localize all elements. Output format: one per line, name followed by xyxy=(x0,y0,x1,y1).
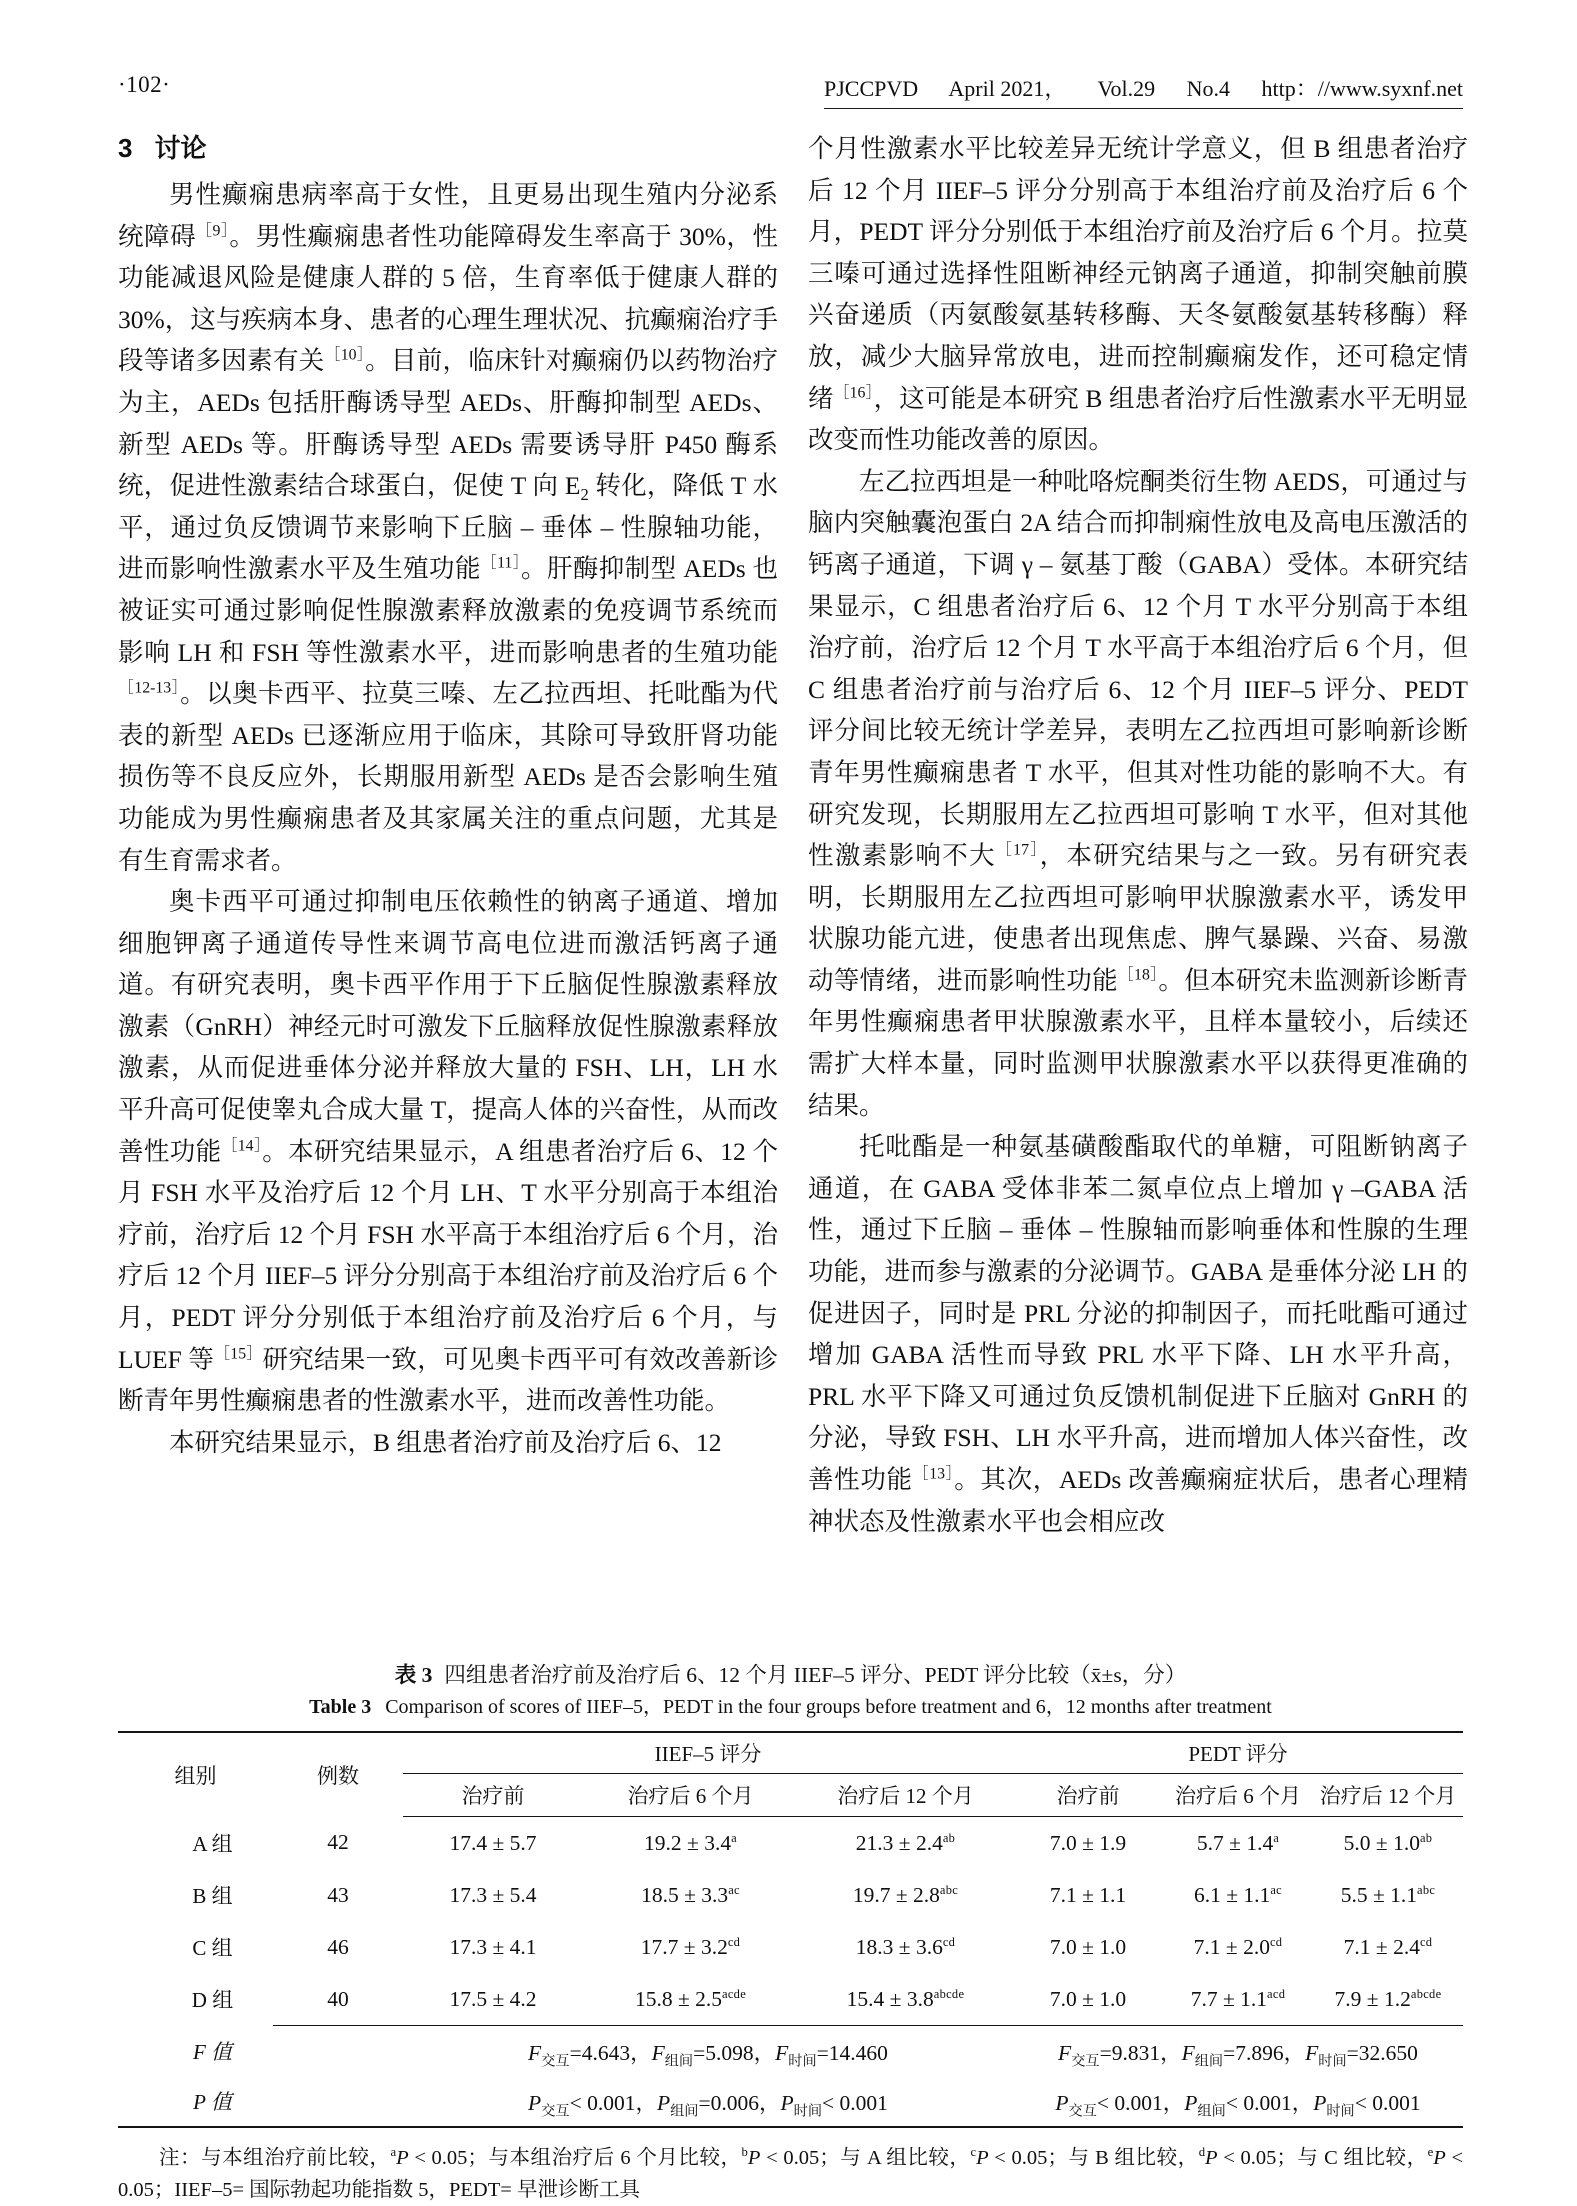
cell-pedt-12m: 7.1 ± 2.4$^{cd}$ xyxy=(1343,1934,1433,1959)
p-values-iief: $P_{交互}< 0.001$，$P_{组间}=0.006$，$P_{时间}< 0.001$ xyxy=(403,2076,1013,2127)
running-head xyxy=(118,72,1463,108)
section-title: 讨论 xyxy=(154,133,207,163)
table-caption-en-text: Comparison of scores of IIEF–5，PEDT in the four groups before treatment and 6，12 months after treatment xyxy=(385,1696,1272,1718)
p-value-row xyxy=(118,2076,1463,2127)
left-text-column xyxy=(118,128,778,1463)
cell-iief-12m: 18.3 ± 3.6$^{cd}$ xyxy=(855,1934,956,1959)
cell-pedt-6m: 7.1 ± 2.0$^{cd}$ xyxy=(1193,1934,1283,1959)
paragraph: 个月性激素水平比较差异无统计学意义，但 B 组患者治疗后 12 个月 IIEF–5 评分分别高于本组治疗前及治疗后 6 个月，PEDT 评分分别低于本组治疗前及治疗后 6 个月。拉莫三嗪可通过选择性阻断神经元钠离子通道，抑制突触前膜兴奋递质（丙氨酸氨基转移酶、天冬氨酸氨基转移酶）释放，减少大脑异常放电，进而控制癫痫发作，还可稳定情绪$^{[16]}$，这可能是本研究 B 组患者治疗后性激素水平无明显改变而性功能改善的原因。 xyxy=(808,134,1468,455)
issue-date: April 2021， xyxy=(948,76,1067,101)
cell-iief-12m: 21.3 ± 2.4$^{ab}$ xyxy=(855,1830,956,1855)
cell-pedt-6m: 5.7 ± 1.4$^a$ xyxy=(1196,1830,1280,1855)
header-pedt-12m: 治疗后 12 个月 xyxy=(1313,1774,1463,1817)
row-group-name: D 组 xyxy=(191,1988,234,2012)
cell-iief-12m: 19.7 ± 2.8$^{abc}$ xyxy=(852,1882,959,1907)
cell-iief-baseline: 17.3 ± 4.1 xyxy=(449,1934,537,1959)
journal-citation-line xyxy=(824,72,1463,109)
table-label-en: Table 3 xyxy=(309,1696,372,1718)
header-group-label: 组别 xyxy=(118,1732,273,1817)
journal-url: http：//www.syxnf.net xyxy=(1261,76,1463,101)
f-statistic-row xyxy=(118,2026,1463,2077)
cell-iief-6m: 19.2 ± 3.4$^a$ xyxy=(644,1830,737,1855)
cell-pedt-6m: 6.1 ± 1.1$^{ac}$ xyxy=(1194,1882,1282,1907)
row-group-name: B 组 xyxy=(192,1884,233,1908)
header-pedt-group: PEDT 评分 xyxy=(1013,1732,1463,1774)
header-iief-6m: 治疗后 6 个月 xyxy=(583,1774,798,1817)
table-caption-chinese xyxy=(118,1660,1463,1690)
table-3-block xyxy=(118,1660,1463,2206)
row-group-name: C 组 xyxy=(192,1936,233,1960)
table-caption-cn-text: 四组患者治疗前及治疗后 6、12 个月 IIEF–5 评分、PEDT 评分比较（x̄±s，分） xyxy=(444,1663,1187,1687)
header-n-label: 例数 xyxy=(273,1732,403,1817)
row-sample-size: 42 xyxy=(327,1830,349,1855)
cell-iief-baseline: 17.5 ± 4.2 xyxy=(449,1986,537,2011)
table-footnote: 注：与本组治疗前比较，$^a$P < 0.05；与本组治疗后 6 个月比较，$^b$P < 0.05；与 A 组比较，$^c$P < 0.05；与 B 组比较，$^d$P < 0.05；与 C 组比较，$^e$P < 0.05；IIEF–5= 国际勃起功能指数 5，PEDT= 早泄诊断工具 xyxy=(118,2145,1464,2201)
comparison-table xyxy=(118,1731,1463,2128)
table-header-row-top xyxy=(118,1732,1463,1774)
table-row xyxy=(118,1973,1463,2026)
right-text-column xyxy=(808,128,1468,1542)
cell-pedt-6m: 7.7 ± 1.1$^{acd}$ xyxy=(1190,1986,1286,2011)
cell-iief-6m: $15.8 \pm 2.5^{acde}$ xyxy=(634,1986,747,2011)
header-iief-baseline: 治疗前 xyxy=(403,1774,583,1817)
f-values-iief: $F_{交互}=4.643$，$F_{组间}=5.098$，$F_{时间}=14.460$ xyxy=(403,2026,1013,2077)
page-folio: ·102· xyxy=(118,72,171,97)
volume-number: Vol.29 xyxy=(1097,76,1156,101)
issue-number: No.4 xyxy=(1186,76,1231,101)
cell-pedt-baseline: 7.0 ± 1.0 xyxy=(1049,1934,1127,1959)
table-caption-english xyxy=(118,1692,1463,1722)
cell-iief-6m: 17.7 ± 3.2$^{cd}$ xyxy=(640,1934,741,1959)
cell-iief-6m: 18.5 ± 3.3$^{ac}$ xyxy=(641,1882,740,1907)
f-values-pedt: $F_{交互}=9.831$，$F_{组间}=7.896$，$F_{时间}=32.650$ xyxy=(1013,2026,1463,2077)
paragraph: 左乙拉西坦是一种吡咯烷酮类衍生物 AEDS，可通过与脑内突触囊泡蛋白 2A 结合而抑制痫性放电及高电压激活的钙离子通道，下调 γ – 氨基丁酸（GABA）受体。本研究结果显示，C 组患者治疗后 6、12 个月 T 水平分别高于本组治疗前，治疗后 12 个月 T 水平高于本组治疗后 6 个月，但 C 组患者治疗前与治疗后 6、12 个月 IIEF–5 评分、PEDT 评分间比较无统计学差异，表明左乙拉西坦可影响新诊断青年男性癫痫患者 T 水平，但其对性功能的影响不大。有研究发现，长期服用左乙拉西坦可影响 T 水平，但对其他性激素影响不大$^{[17]}$，本研究结果与之一致。另有研究表明，长期服用左乙拉西坦可影响甲状腺激素水平，诱发甲状腺功能亢进，使患者出现焦虑、脾气暴躁、兴奋、易激动等情绪，进而影响性功能$^{[18]}$。但本研究未监测新诊断青年男性癫痫患者甲状腺激素水平，且样本量较小，后续还需扩大样本量，同时监测甲状腺激素水平以获得更准确的结果。 xyxy=(808,466,1468,1120)
p-row-label: P 值 xyxy=(118,2076,273,2127)
header-pedt-6m: 治疗后 6 个月 xyxy=(1163,1774,1313,1817)
cell-pedt-baseline: 7.0 ± 1.0 xyxy=(1049,1986,1127,2011)
journal-abbreviation: PJCCPVD xyxy=(823,76,919,101)
row-sample-size: 40 xyxy=(327,1986,349,2011)
cell-pedt-12m: $7.9 \pm 1.2^{abcde}$ xyxy=(1334,1986,1442,2011)
table-row xyxy=(118,1869,1463,1921)
cell-pedt-12m: 5.0 ± 1.0$^{ab}$ xyxy=(1343,1830,1433,1855)
paragraph: 托吡酯是一种氨基磺酸酯取代的单糖，可阻断钠离子通道，在 GABA 受体非苯二氮卓位点上增加 γ –GABA 活性，通过下丘脑 – 垂体 – 性腺轴而影响垂体和性腺的生理功能，进而参与激素的分泌调节。GABA 是垂体分泌 LH 的促进因子，同时是 PRL 分泌的抑制因子，而托吡酯可通过增加 GABA 活性而导致 PRL 水平下降、LH 水平升高，PRL 水平下降又可通过负反馈机制促进下丘脑对 GnRH 的分泌，导致 FSH、LH 水平升高，进而增加人体兴奋性，改善性功能$^{[13]}$。其次，AEDs 改善癫痫症状后，患者心理精神状态及性激素水平也会相应改 xyxy=(808,1132,1468,1536)
header-pedt-baseline: 治疗前 xyxy=(1013,1774,1163,1817)
table-row xyxy=(118,1921,1463,1973)
paragraph: 男性癫痫患病率高于女性，且更易出现生殖内分泌系统障碍$^{[9]}$。男性癫痫患者性功能障碍发生率高于 30%，性功能减退风险是健康人群的 5 倍，生育率低于健康人群的 30%，这与疾病本身、患者的心理生理状况、抗癫痫治疗手段等诸多因素有关$^{[10]}$。目前，临床针对癫痫仍以药物治疗为主，AEDs 包括肝酶诱导型 AEDs、肝酶抑制型 AEDs、新型 AEDs 等。肝酶诱导型 AEDs 需要诱导肝 P450 酶系统，促进性激素结合球蛋白，促使 T 向 $E_2$ 转化，降低 T 水平，通过负反馈调节来影响下丘脑 – 垂体 – 性腺轴功能，进而影响性激素水平及生殖功能$^{[11]}$。肝酶抑制型 AEDs 也被证实可通过影响促性腺激素释放激素的免疫调节系统而影响 LH 和 FSH 等性激素水平，进而影响患者的生殖功能$^{[12-13]}$。以奥卡西平、拉莫三嗪、左乙拉西坦、托吡酯为代表的新型 AEDs 已逐渐应用于临床，其除可导致肝肾功能损伤等不良反应外，长期服用新型 AEDs 是否会影响生殖功能成为男性癫痫患者及其家属关注的重点问题，尤其是有生育需求者。 xyxy=(118,180,778,875)
cell-iief-baseline: 17.3 ± 5.4 xyxy=(449,1882,537,1907)
paragraph: 本研究结果显示，B 组患者治疗前及治疗后 6、12 xyxy=(169,1427,722,1457)
table-row xyxy=(118,1817,1463,1870)
cell-iief-12m: $15.4 \pm 3.8^{abcde}$ xyxy=(846,1986,965,2011)
section-heading xyxy=(118,128,778,168)
row-sample-size: 43 xyxy=(327,1882,349,1907)
cell-pedt-baseline: 7.0 ± 1.9 xyxy=(1049,1830,1127,1855)
paragraph: 奥卡西平可通过抑制电压依赖性的钠离子通道、增加细胞钾离子通道传导性来调节高电位进而激活钙离子通道。有研究表明，奥卡西平作用于下丘脑促性腺激素释放激素（GnRH）神经元时可激发下丘脑释放促性腺激素释放激素，从而促进垂体分泌并释放大量的 FSH、LH，LH 水平升高可促使睾丸合成大量 T，提高人体的兴奋性，从而改善性功能$^{[14]}$。本研究结果显示，A 组患者治疗后 6、12 个月 FSH 水平及治疗后 12 个月 LH、T 水平分别高于本组治疗前，治疗后 12 个月 FSH 水平高于本组治疗后 6 个月，治疗后 12 个月 IIEF–5 评分分别高于本组治疗前及治疗后 6 个月，PEDT 评分分别低于本组治疗前及治疗后 6 个月，与 LUEF 等$^{[15]}$研究结果一致，可见奥卡西平可有效改善新诊断青年男性癫痫患者的性激素水平，进而改善性功能。 xyxy=(118,887,778,1416)
p-values-pedt: $P_{交互}< 0.001$，$P_{组间}< 0.001$，$P_{时间}< 0.001$ xyxy=(1013,2076,1463,2127)
row-group-name: A 组 xyxy=(192,1831,233,1856)
header-iief-12m: 治疗后 12 个月 xyxy=(798,1774,1013,1817)
f-row-label: F 值 xyxy=(192,2040,233,2064)
cell-pedt-12m: 5.5 ± 1.1$^{abc}$ xyxy=(1340,1882,1436,1907)
section-number: 3 xyxy=(118,133,133,163)
cell-pedt-baseline: 7.1 ± 1.1 xyxy=(1049,1882,1127,1907)
header-iief-group: IIEF–5 评分 xyxy=(403,1732,1013,1774)
table-label-cn: 表 3 xyxy=(394,1663,433,1687)
cell-iief-baseline: 17.4 ± 5.7 xyxy=(449,1830,537,1855)
row-sample-size: 46 xyxy=(327,1934,349,1959)
